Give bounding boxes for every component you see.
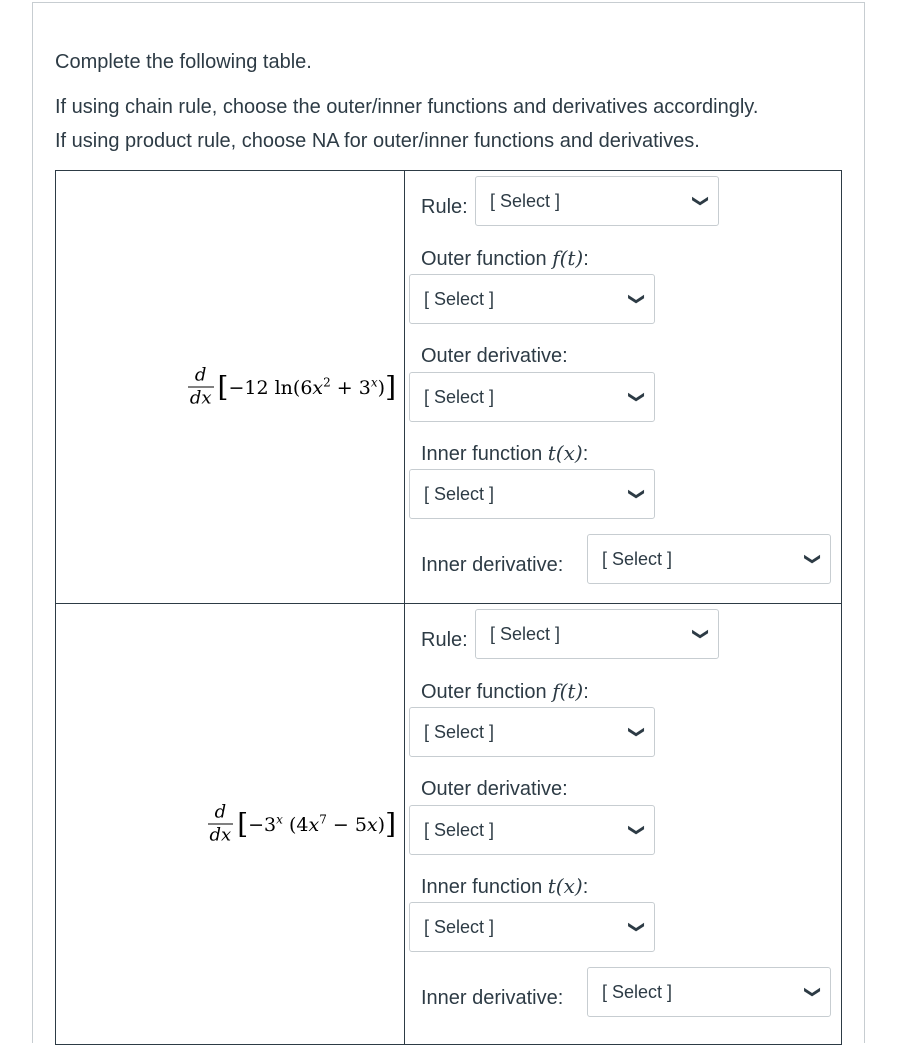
instruction-line-3: If using product rule, choose NA for outer/inner functions and derivatives. bbox=[55, 130, 700, 152]
inner-derivative-select[interactable] bbox=[587, 534, 831, 584]
d-dx-fraction bbox=[208, 803, 234, 846]
close-bracket: ] bbox=[385, 370, 396, 403]
open-bracket: [ bbox=[237, 807, 249, 840]
inner-function-select[interactable] bbox=[409, 902, 655, 952]
select-value: [ Select ] bbox=[424, 483, 495, 504]
outer-function-select[interactable] bbox=[409, 274, 655, 324]
table-row bbox=[56, 171, 842, 604]
inner-derivative-label: Inner derivative: bbox=[421, 554, 564, 576]
function-expression: $-3^x$ $(4x^7 - 5x)$ bbox=[248, 812, 386, 836]
controls-cell bbox=[405, 604, 842, 1045]
select-value: [ Select ] bbox=[424, 916, 495, 937]
d-dx-fraction bbox=[188, 366, 214, 409]
fraction-denominator: dx bbox=[209, 824, 232, 846]
chevron-down-icon: ❯ bbox=[627, 390, 647, 404]
derivative-expression bbox=[188, 366, 396, 409]
table-row bbox=[56, 604, 842, 1045]
chevron-down-icon: ❯ bbox=[691, 194, 711, 208]
open-bracket: [ bbox=[217, 370, 229, 403]
outer-function-select[interactable] bbox=[409, 707, 655, 757]
outer-derivative-select[interactable] bbox=[409, 372, 655, 422]
select-value: [ Select ] bbox=[602, 548, 673, 569]
chevron-down-icon: ❯ bbox=[627, 292, 647, 306]
outer-derivative-label: Outer derivative: bbox=[421, 345, 568, 367]
expression-cell bbox=[56, 171, 405, 604]
outer-function-label: Outer function f(t): bbox=[421, 679, 589, 703]
inner-derivative-label: Inner derivative: bbox=[421, 987, 564, 1009]
outer-derivative-label: Outer derivative: bbox=[421, 778, 568, 800]
chevron-down-icon: ❯ bbox=[691, 627, 711, 641]
fraction-denominator: dx bbox=[189, 387, 212, 409]
select-value: [ Select ] bbox=[424, 819, 495, 840]
derivative-expression bbox=[208, 803, 397, 846]
chevron-down-icon: ❯ bbox=[803, 985, 823, 999]
chevron-down-icon: ❯ bbox=[627, 823, 647, 837]
fraction-numerator: d bbox=[214, 801, 227, 823]
select-value: [ Select ] bbox=[424, 721, 495, 742]
chevron-down-icon: ❯ bbox=[803, 552, 823, 566]
close-bracket: ] bbox=[385, 807, 396, 840]
select-value: [ Select ] bbox=[602, 981, 673, 1002]
rule-label: Rule: bbox=[421, 196, 468, 218]
instruction-line-1: Complete the following table. bbox=[55, 51, 312, 73]
chevron-down-icon: ❯ bbox=[627, 487, 647, 501]
controls-cell bbox=[405, 171, 842, 604]
rule-select[interactable] bbox=[475, 176, 719, 226]
expression-cell bbox=[56, 604, 405, 1045]
rule-select[interactable] bbox=[475, 609, 719, 659]
chevron-down-icon: ❯ bbox=[627, 920, 647, 934]
inner-derivative-select[interactable] bbox=[587, 967, 831, 1017]
select-value: [ Select ] bbox=[424, 288, 495, 309]
question-table bbox=[55, 170, 842, 1045]
outer-derivative-select[interactable] bbox=[409, 805, 655, 855]
outer-function-label: Outer function f(t): bbox=[421, 246, 589, 270]
inner-function-label: Inner function t(x): bbox=[421, 441, 589, 465]
rule-label: Rule: bbox=[421, 629, 468, 651]
select-value: [ Select ] bbox=[424, 386, 495, 407]
inner-function-label: Inner function t(x): bbox=[421, 874, 589, 898]
select-value: [ Select ] bbox=[490, 623, 561, 644]
function-expression: −12 $\ln(6x^2 + 3^x)$ bbox=[228, 375, 386, 399]
fraction-numerator: d bbox=[194, 364, 207, 386]
select-value: [ Select ] bbox=[490, 190, 561, 211]
inner-function-select[interactable] bbox=[409, 469, 655, 519]
instruction-line-2: If using chain rule, choose the outer/inner functions and derivatives accordingly. bbox=[55, 96, 759, 118]
chevron-down-icon: ❯ bbox=[627, 725, 647, 739]
